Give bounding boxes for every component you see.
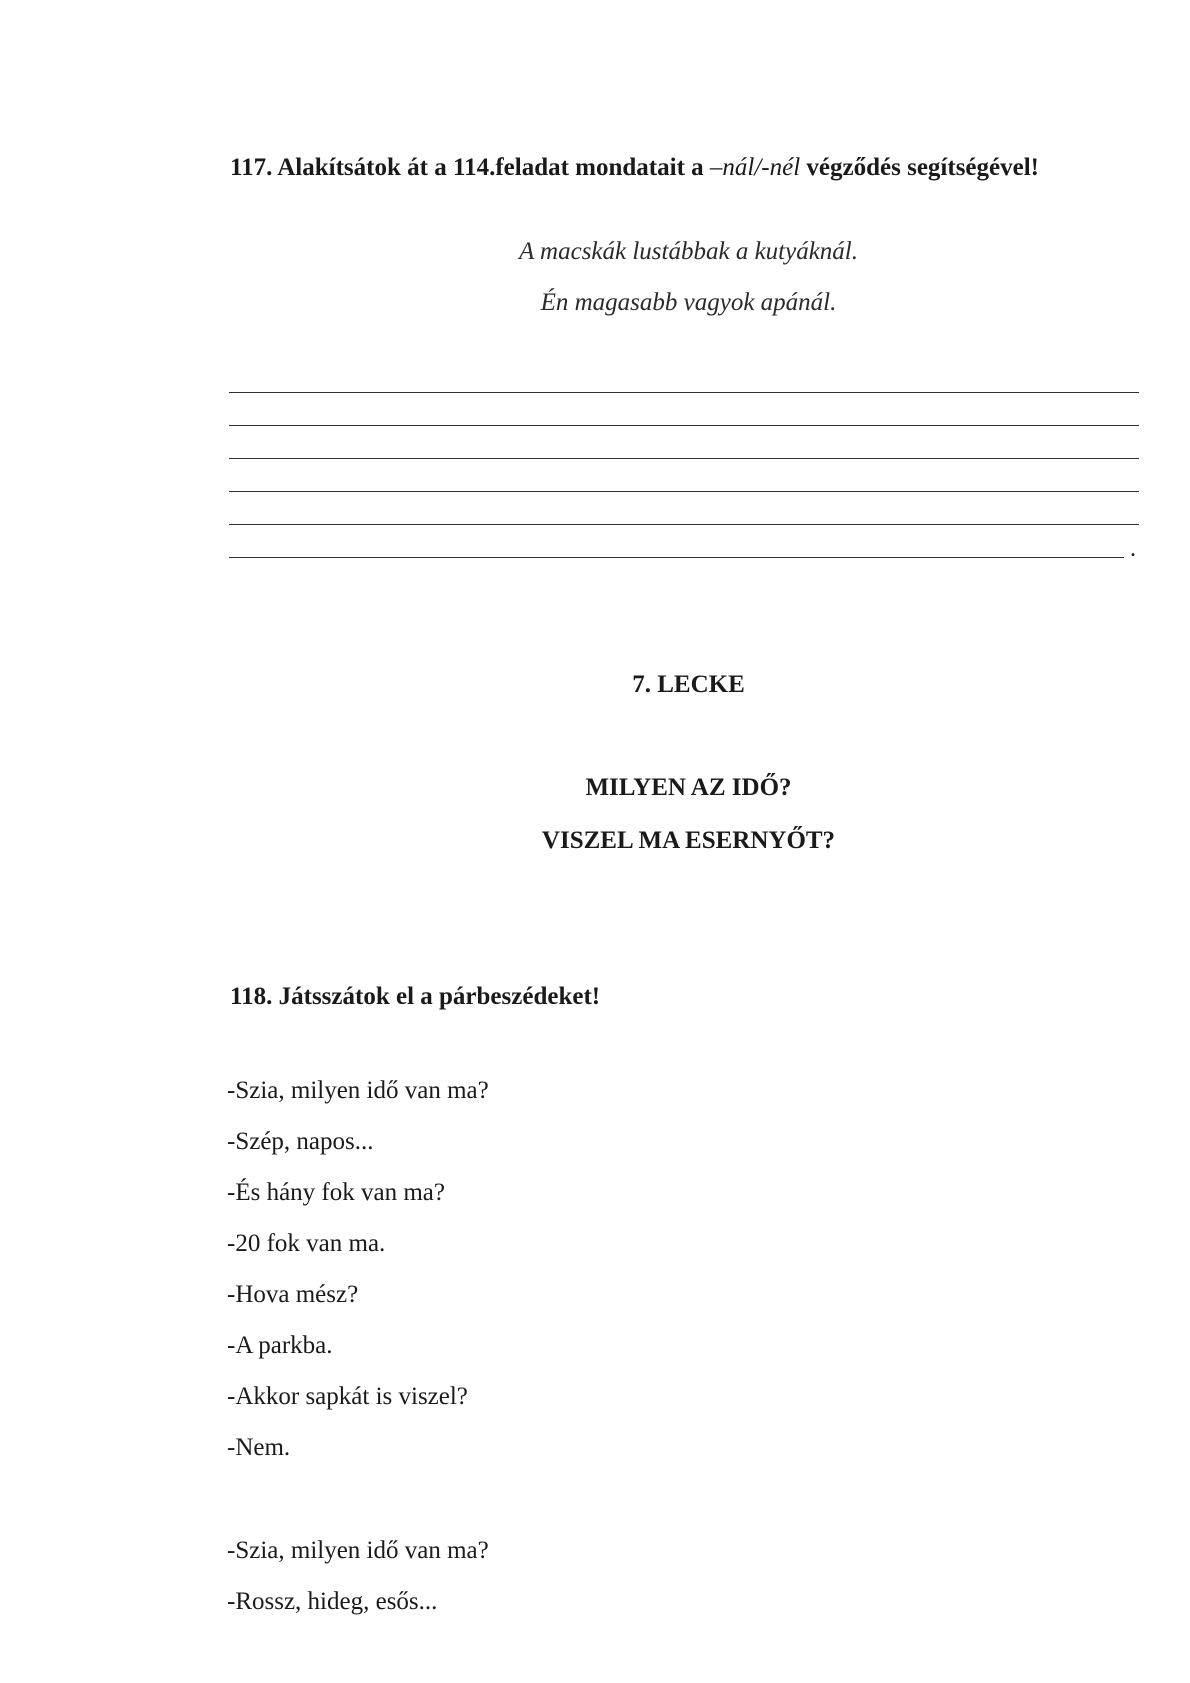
dialog-line: -Rossz, hideg, esős... (227, 1588, 438, 1615)
answer-line[interactable] (229, 360, 1139, 393)
answer-line-period: . (1130, 536, 1136, 562)
answer-line[interactable] (229, 525, 1136, 562)
dialog-line: -Szia, milyen idő van ma? (227, 1077, 489, 1104)
dialog-line: -És hány fok van ma? (227, 1179, 445, 1206)
answer-line[interactable] (229, 426, 1139, 459)
lesson-label: 7. LECKE (632, 671, 745, 698)
answer-lines (229, 360, 1139, 562)
answer-line[interactable] (229, 459, 1139, 492)
lesson-title-line-1: MILYEN AZ IDŐ? (585, 774, 792, 801)
task-117-suffix: –nál/-nél (709, 154, 801, 181)
dialog-line: -Szép, napos... (227, 1128, 374, 1155)
task-117-number: 117. (230, 154, 273, 181)
dialog-line: -Akkor sapkát is viszel? (227, 1383, 468, 1410)
task-117-text-b: végződés segítségével! (806, 154, 1039, 181)
task-117-text-a: Alakítsátok át a 114.feladat mondatait a (277, 154, 704, 181)
dialog-line: -20 fok van ma. (227, 1230, 386, 1257)
dialog-line: -Szia, milyen idő van ma? (227, 1537, 489, 1564)
answer-line[interactable] (229, 492, 1139, 525)
answer-line[interactable] (229, 393, 1139, 426)
dialog-line: -Nem. (227, 1434, 291, 1461)
task-118-title: 118. Játsszátok el a párbeszédeket! (230, 983, 601, 1010)
example-sentence-1: A macskák lustábbak a kutyáknál. (518, 238, 859, 265)
example-sentence-2: Én magasabb vagyok apánál. (540, 289, 837, 316)
lesson-title-line-2: VISZEL MA ESERNYŐT? (541, 827, 836, 854)
task-117-instruction (230, 150, 1147, 185)
dialog-line: -A parkba. (227, 1332, 333, 1359)
dialog-line: -Hova mész? (227, 1281, 359, 1308)
